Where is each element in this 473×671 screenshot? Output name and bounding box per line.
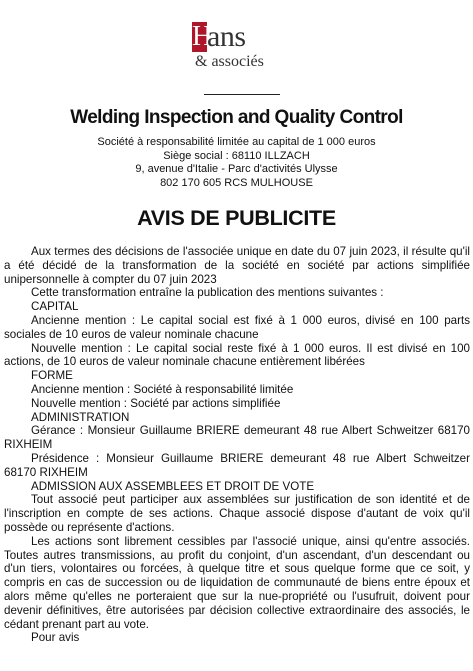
logo-word: ans [207, 20, 246, 53]
gerance-paragraph: Gérance : Monsieur Guillaume BRIERE demeurant 48 rue Albert Schweitzer 68170 RIXHEIM [4, 424, 470, 452]
company-name: Welding Inspection and Quality Control [70, 107, 403, 128]
hans-associes-logo [192, 21, 292, 73]
logo-subtitle: & associés [195, 53, 264, 70]
forme-old-mention: Ancienne mention : Société à responsabilité limitée [31, 382, 294, 396]
capital-old-mention: Ancienne mention : Le capital social est fixé à 1 000 euros, divisé en 100 parts sociales de 10 euros de valeur nominale chacune [4, 313, 470, 341]
mentions-intro: Cette transformation entraîne la publication des mentions suivantes : [31, 286, 384, 300]
section-heading-admission: ADMISSION AUX ASSEMBLEES ET DROIT DE VOTE [31, 479, 315, 493]
intro-paragraph: Aux termes des décisions de l'associée unique en date du 07 juin 2023, il résulte qu'il a été décidé de la transformation de la société en société par actions simplifiée unipersonnelle à compter du 07 juin 2023 [4, 245, 470, 286]
section-heading-forme: FORME [31, 369, 73, 383]
company-registered-office: Siège social : 68110 ILLZACH [163, 149, 310, 162]
company-address: 9, avenue d'Italie - Parc d'activités Ulysse [135, 163, 338, 176]
notice-body [4, 245, 470, 645]
transfer-paragraph: Les actions sont librement cessibles par l'associé unique, ainsi qu'entre associés. Toutes autres transmissions, au profit du conjoint, d'un ascendant, d'un descendant ou d'un tiers, volontaires ou forcées, à quelque titre et sous quelque forme que ce soit, y compris en cas de succession ou de liquidation de communauté de biens entre époux et alors même qu'elles ne porteraient que sur la nue-propriété ou l'usufruit, doivent pour devenir définitives, être autorisées par décision collective extraordinaire des associés, le cédant prenant part au vote. [4, 534, 470, 631]
capital-new-mention: Nouvelle mention : Le capital social reste fixé à 1 000 euros. Il est divisé en 100 actions, de 10 euros de valeur nominale chacune entièrement libérées [4, 341, 470, 369]
admission-paragraph: Tout associé peut participer aux assemblées sur justification de son identité et de l'inscription en compte de ses actions. Chaque associé dispose d'autant de voix qu'il possède ou représente d'actions. [4, 493, 470, 534]
company-info [0, 136, 473, 191]
notice-title: AVIS DE PUBLICITE [137, 206, 336, 230]
presidence-paragraph: Présidence : Monsieur Guillaume BRIERE demeurant 48 rue Albert Schweitzer 68170 RIXHEIM [4, 451, 470, 479]
section-heading-capital: CAPITAL [31, 300, 79, 314]
company-rcs-number: 802 170 605 RCS MULHOUSE [160, 177, 313, 190]
section-heading-administration: ADMINISTRATION [31, 410, 130, 424]
closing-line: Pour avis [31, 631, 80, 645]
forme-new-mention: Nouvelle mention : Société par actions simplifiée [31, 396, 281, 410]
company-legal-form: Société à responsabilité limitée au capital de 1 000 euros [97, 136, 376, 148]
logo-initial: H [192, 21, 213, 52]
header-divider [204, 94, 280, 95]
